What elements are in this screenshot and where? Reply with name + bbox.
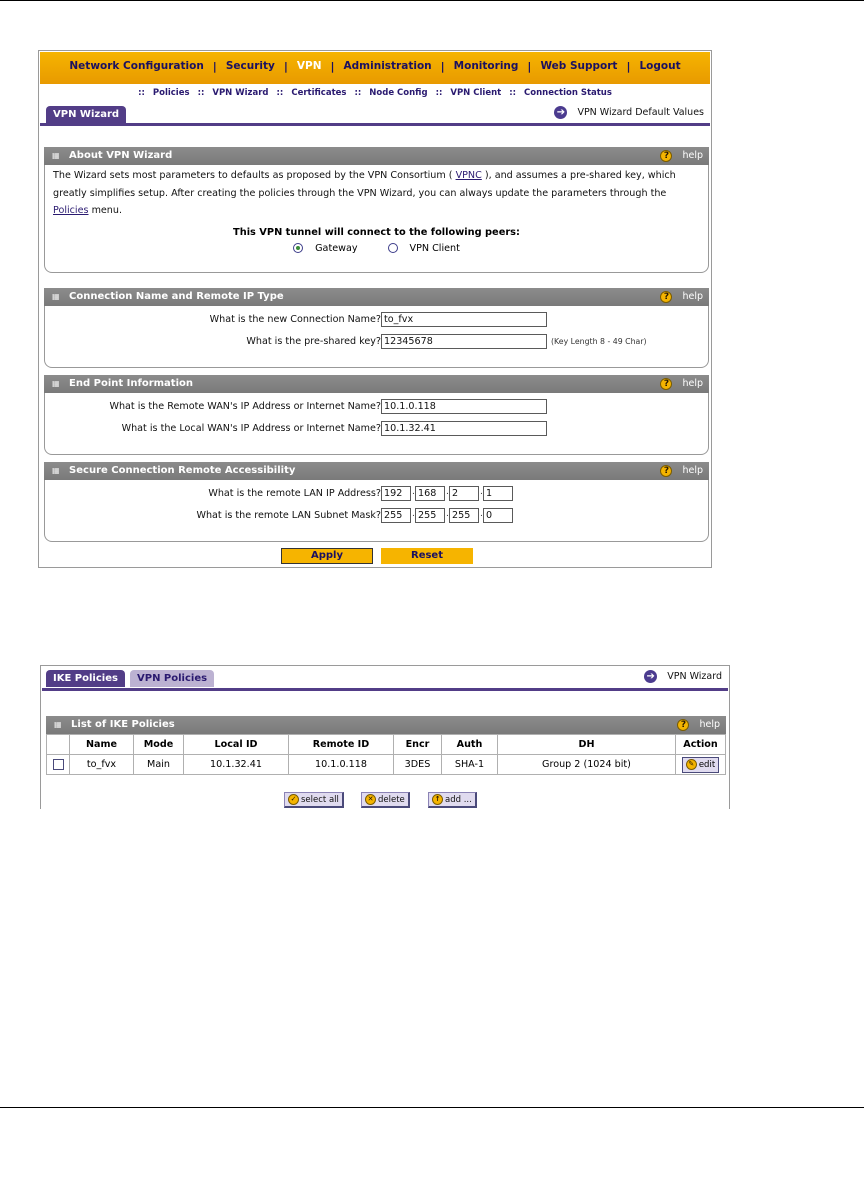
help-label: help bbox=[682, 150, 703, 161]
peer-radio-group bbox=[45, 243, 708, 254]
remote-wan-question: What is the Remote WAN's IP Address or Internet Name? bbox=[109, 401, 381, 412]
grip-icon: ▦ bbox=[52, 151, 59, 160]
sub-nav-node-config[interactable]: Node Config bbox=[369, 88, 428, 98]
reset-button[interactable]: Reset bbox=[381, 548, 473, 564]
subnet-mask-question: What is the remote LAN Subnet Mask? bbox=[196, 510, 381, 521]
select-all-button[interactable] bbox=[284, 792, 344, 808]
remote-accessibility-panel bbox=[44, 462, 709, 542]
column-header-dh: DH bbox=[498, 735, 676, 755]
row-checkbox[interactable] bbox=[53, 759, 64, 770]
delete-icon: ✕ bbox=[365, 794, 376, 805]
about-text-2: ), and assumes a pre-shared key, which greatly simplifies setup. After creating the policies through the VPN Wizard, you can always update the parameters through the bbox=[53, 170, 676, 199]
nav-security[interactable]: Security bbox=[225, 60, 275, 72]
sub-nav-separator: :: bbox=[354, 88, 362, 98]
pencil-icon: ✎ bbox=[686, 759, 697, 770]
local-wan-row bbox=[45, 421, 708, 438]
help-label: help bbox=[682, 465, 703, 476]
remote-lan-ip-question: What is the remote LAN IP Address? bbox=[208, 488, 381, 499]
column-header-name: Name bbox=[70, 735, 134, 755]
sub-nav-policies[interactable]: Policies bbox=[152, 88, 190, 98]
help-link[interactable] bbox=[677, 716, 720, 734]
grip-icon: ▦ bbox=[52, 292, 59, 301]
tab-strip bbox=[40, 104, 710, 126]
column-header-mode: Mode bbox=[134, 735, 184, 755]
panel-title: Connection Name and Remote IP Type bbox=[69, 291, 284, 302]
nav-monitoring[interactable]: Monitoring bbox=[453, 60, 519, 72]
edit-label: edit bbox=[698, 759, 716, 770]
panel-header bbox=[46, 716, 726, 734]
nav-vpn[interactable]: VPN bbox=[296, 60, 322, 72]
vpn-client-radio-label: VPN Client bbox=[409, 242, 460, 254]
nav-administration[interactable]: Administration bbox=[343, 60, 432, 72]
octet-separator: . bbox=[480, 509, 483, 519]
connection-name-question: What is the new Connection Name? bbox=[209, 314, 381, 325]
cell-auth: SHA-1 bbox=[442, 755, 498, 775]
row-select-cell bbox=[47, 755, 70, 775]
remote-wan-row bbox=[45, 399, 708, 416]
lan-ip-octet-1[interactable]: 192 bbox=[381, 486, 411, 501]
sub-nav-vpn-client[interactable]: VPN Client bbox=[450, 88, 502, 98]
peers-question: This VPN tunnel will connect to the following peers: bbox=[233, 226, 520, 238]
sub-nav-vpn-wizard[interactable]: VPN Wizard bbox=[212, 88, 269, 98]
page-top-rule bbox=[0, 0, 864, 1]
gateway-radio[interactable] bbox=[293, 243, 303, 253]
octet-separator: . bbox=[412, 509, 415, 519]
cell-mode: Main bbox=[134, 755, 184, 775]
sub-navigation bbox=[40, 84, 710, 102]
about-vpn-wizard-panel bbox=[44, 147, 709, 273]
remote-wan-input[interactable]: 10.1.0.118 bbox=[381, 399, 547, 414]
cell-dh: Group 2 (1024 bit) bbox=[498, 755, 676, 775]
connection-name-panel bbox=[44, 288, 709, 368]
select-all-label: select all bbox=[301, 794, 339, 805]
help-icon: ? bbox=[660, 378, 672, 390]
cell-local-id: 10.1.32.41 bbox=[184, 755, 289, 775]
key-length-hint: (Key Length 8 - 49 Char) bbox=[551, 337, 647, 346]
cell-action bbox=[676, 755, 726, 775]
arrow-right-icon: ➔ bbox=[554, 106, 567, 119]
help-icon: ? bbox=[660, 465, 672, 477]
connection-name-input[interactable]: to_fvx bbox=[381, 312, 547, 327]
ike-policy-table bbox=[46, 734, 726, 775]
panel-title: Secure Connection Remote Accessibility bbox=[69, 465, 296, 476]
sub-nav-separator: :: bbox=[435, 88, 443, 98]
vpnc-link[interactable]: VPNC bbox=[455, 170, 482, 181]
ike-policy-list-panel bbox=[46, 716, 726, 775]
cell-remote-id: 10.1.0.118 bbox=[289, 755, 394, 775]
panel-body bbox=[44, 165, 709, 273]
help-link[interactable] bbox=[660, 375, 703, 393]
subnet-mask-row bbox=[45, 508, 708, 525]
octet-separator: . bbox=[480, 487, 483, 497]
add-label: add ... bbox=[445, 794, 472, 805]
lan-ip-octet-3[interactable]: 2 bbox=[449, 486, 479, 501]
delete-label: delete bbox=[378, 794, 405, 805]
edit-button[interactable] bbox=[682, 757, 719, 773]
delete-button[interactable] bbox=[361, 792, 410, 808]
about-description bbox=[45, 165, 708, 220]
arrow-right-icon: ➔ bbox=[644, 670, 657, 683]
lan-ip-octet-2[interactable]: 168 bbox=[415, 486, 445, 501]
mask-octet-1[interactable]: 255 bbox=[381, 508, 411, 523]
tab-ike-policies[interactable]: IKE Policies bbox=[46, 670, 125, 687]
help-icon: ? bbox=[677, 719, 689, 731]
panel-header bbox=[44, 462, 709, 480]
octet-separator: . bbox=[412, 487, 415, 497]
table-row bbox=[47, 755, 726, 775]
connection-name-row bbox=[45, 312, 708, 329]
pre-shared-key-row bbox=[45, 334, 708, 351]
pre-shared-key-input[interactable]: 12345678 bbox=[381, 334, 547, 349]
panel-header bbox=[44, 375, 709, 393]
table-actions bbox=[41, 790, 729, 809]
help-label: help bbox=[682, 291, 703, 302]
panel-title: List of IKE Policies bbox=[71, 719, 175, 730]
vpn-wizard-default-values-link[interactable] bbox=[554, 106, 704, 119]
apply-button[interactable]: Apply bbox=[281, 548, 373, 564]
octet-separator: . bbox=[446, 487, 449, 497]
help-link[interactable] bbox=[660, 288, 703, 306]
cell-name: to_fvx bbox=[70, 755, 134, 775]
sub-nav-certificates[interactable]: Certificates bbox=[291, 88, 347, 98]
sub-nav-separator: :: bbox=[509, 88, 517, 98]
vpn-wizard-link-label: VPN Wizard bbox=[667, 671, 722, 682]
panel-body bbox=[44, 306, 709, 368]
column-header-local-id: Local ID bbox=[184, 735, 289, 755]
column-header-remote-id: Remote ID bbox=[289, 735, 394, 755]
help-label: help bbox=[682, 378, 703, 389]
octet-separator: . bbox=[446, 509, 449, 519]
tab-vpn-wizard[interactable]: VPN Wizard bbox=[46, 106, 126, 123]
local-wan-input[interactable]: 10.1.32.41 bbox=[381, 421, 547, 436]
check-icon: ✓ bbox=[288, 794, 299, 805]
nav-network-configuration[interactable]: Network Configuration bbox=[69, 60, 204, 72]
panel-header bbox=[44, 147, 709, 165]
policy-tab-strip bbox=[42, 668, 728, 691]
vpn-wizard-screenshot bbox=[38, 50, 712, 568]
grip-icon: ▦ bbox=[52, 379, 59, 388]
sub-nav-connection-status[interactable]: Connection Status bbox=[524, 88, 612, 98]
sub-nav-separator: :: bbox=[138, 88, 145, 98]
panel-title: End Point Information bbox=[69, 378, 194, 389]
column-header-encr: Encr bbox=[394, 735, 442, 755]
help-icon: ? bbox=[660, 291, 672, 303]
sub-nav-separator: :: bbox=[197, 88, 205, 98]
help-link[interactable] bbox=[660, 462, 703, 480]
vpn-wizard-link[interactable] bbox=[644, 670, 722, 683]
panel-body bbox=[44, 480, 709, 542]
policies-link[interactable]: Policies bbox=[53, 205, 89, 216]
nav-web-support[interactable]: Web Support bbox=[540, 60, 618, 72]
page-bottom-rule bbox=[0, 1107, 864, 1108]
about-text-3: menu. bbox=[91, 205, 123, 216]
help-icon: ? bbox=[660, 150, 672, 162]
column-header-action: Action bbox=[676, 735, 726, 755]
pre-shared-key-question: What is the pre-shared key? bbox=[246, 336, 381, 347]
end-point-panel bbox=[44, 375, 709, 455]
table-header-row bbox=[47, 735, 726, 755]
default-values-label: VPN Wizard Default Values bbox=[577, 107, 704, 118]
grip-icon: ▦ bbox=[54, 720, 61, 729]
tab-vpn-policies[interactable]: VPN Policies bbox=[130, 670, 214, 687]
panel-title: About VPN Wizard bbox=[69, 150, 173, 161]
ike-policies-screenshot bbox=[40, 665, 730, 809]
select-column-header bbox=[47, 735, 70, 755]
about-text-1: The Wizard sets most parameters to defaults as proposed by the VPN Consortium ( bbox=[53, 170, 453, 181]
grip-icon: ▦ bbox=[52, 466, 59, 475]
main-navigation: Network Configuration | Security | VPN | Administration | Monitoring | Web Support | Logout bbox=[40, 52, 710, 84]
cell-encr: 3DES bbox=[394, 755, 442, 775]
mask-octet-2[interactable]: 255 bbox=[415, 508, 445, 523]
help-label: help bbox=[699, 719, 720, 730]
mask-octet-3[interactable]: 255 bbox=[449, 508, 479, 523]
gateway-radio-label: Gateway bbox=[315, 242, 358, 254]
nav-logout[interactable]: Logout bbox=[639, 60, 681, 72]
local-wan-question: What is the Local WAN's IP Address or Internet Name? bbox=[121, 423, 381, 434]
panel-body bbox=[44, 393, 709, 455]
mask-octet-4[interactable]: 0 bbox=[483, 508, 513, 523]
panel-header bbox=[44, 288, 709, 306]
sub-nav-separator: :: bbox=[276, 88, 284, 98]
add-arrow-icon: ↑ bbox=[432, 794, 443, 805]
column-header-auth: Auth bbox=[442, 735, 498, 755]
remote-lan-ip-row bbox=[45, 486, 708, 503]
add-button[interactable] bbox=[428, 792, 477, 808]
vpn-client-radio[interactable] bbox=[388, 243, 398, 253]
help-link[interactable] bbox=[660, 147, 703, 165]
lan-ip-octet-4[interactable]: 1 bbox=[483, 486, 513, 501]
